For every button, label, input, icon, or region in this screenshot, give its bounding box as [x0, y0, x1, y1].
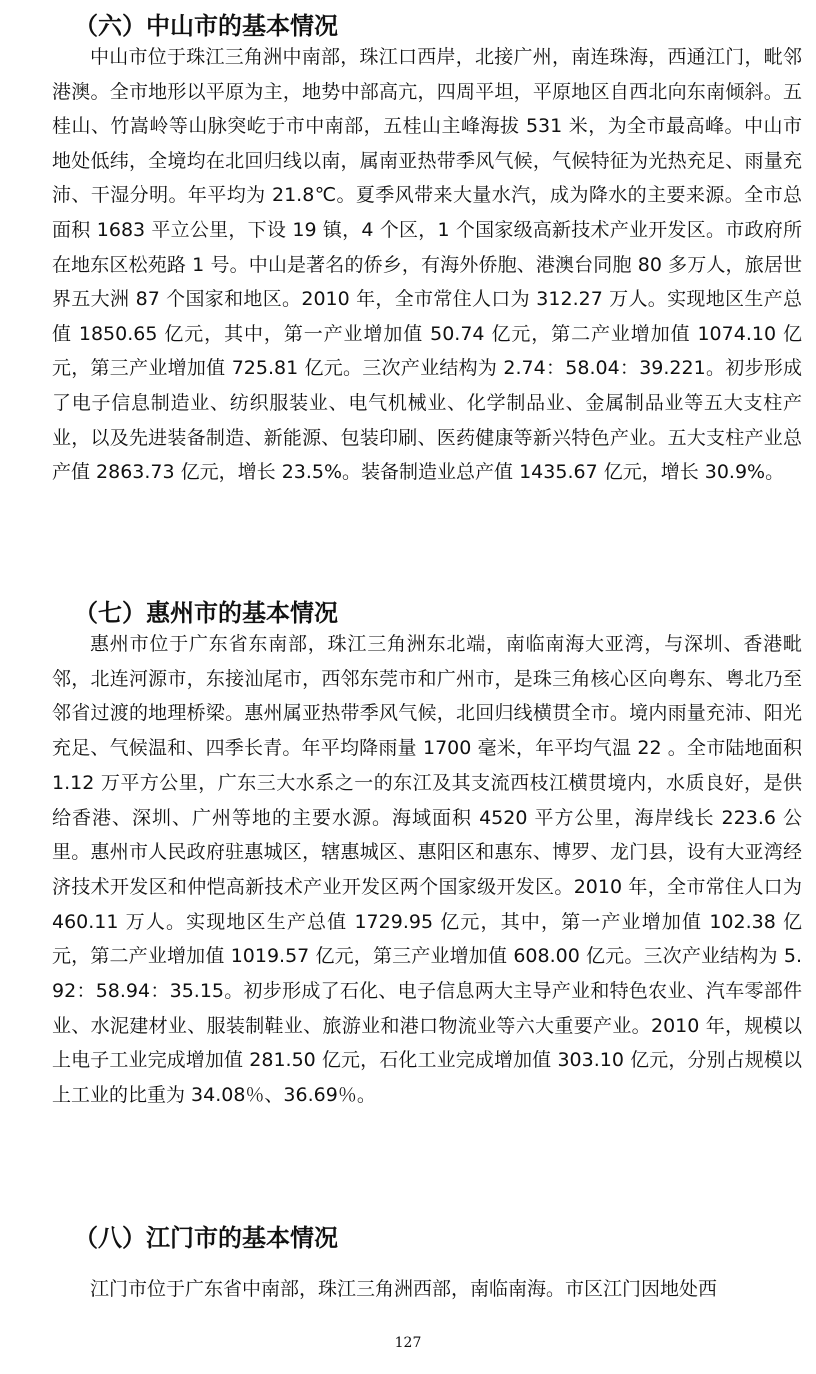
section-paragraph-jiangmen: 江门市位于广东省中南部，珠江三角洲西部，南临南海。市区江门因地处西 [90, 1278, 718, 1300]
section-paragraph-huizhou: 惠州市位于广东省东南部，珠江三角洲东北端，南临南海大亚湾，与深圳、香港毗邻，北连河源市，东接汕尾市，西邻东莞市和广州市，是珠三角核心区向粤东、粤北乃至邻省过渡的地理桥梁。惠州属亚热带季风气候，北回归线横贯全市。境内雨量充沛、阳光充足、气候温和、四季长青。年平均降雨量 1700 毫米，年平均气温 22 。全市陆地面积 1.12 万平方公里，广东三大水系之一的东江及其支流西枝江横贯境内，水质良好，是供给香港、深圳、广州等地的主要水源。海域面积 4520 平方公里，海岸线长 223.6 公里。惠州市人民政府驻惠城区，辖惠城区、惠阳区和惠东、博罗、龙门县，设有大亚湾经济技术开发区和仲恺高新技术产业开发区两个国家级开发区。2010 年，全市常住人口为 460.11 万人。实现地区生产总值 1729.95 亿元，其中，第一产业增加值 102.38 亿元，第二产业增加值 1019.57 亿元，第三产业增加值 608.00 亿元。三次产业结构为 5.92：58.94：35.15。初步形成了石化、电子信息两大主导产业和特色农业、汽车零部件业、水泥建材业、服装制鞋业、旅游业和港口物流业等六大重要产业。2010 年，规模以上电子工业完成增加值 281.50 亿元，石化工业完成增加值 303.10 亿元，分别占规模以上工业的比重为 34.08％、36.69％。 [52, 633, 802, 1107]
section-heading-huizhou: （七）惠州市的基本情况 [74, 599, 338, 627]
section-heading-jiangmen: （八）江门市的基本情况 [74, 1224, 338, 1252]
section-heading-zhongshan: （六）中山市的基本情况 [74, 12, 338, 40]
page-number: 127 [394, 1335, 422, 1351]
section-paragraph-zhongshan: 中山市位于珠江三角洲中南部，珠江口西岸，北接广州，南连珠海，西通江门，毗邻港澳。全市地形以平原为主，地势中部高亢，四周平坦，平原地区自西北向东南倾斜。五桂山、竹嵩岭等山脉突屹于市中南部，五桂山主峰海拔 531 米，为全市最高峰。中山市地处低纬，全境均在北回归线以南，属南亚热带季风气候，气候特征为光热充足、雨量充沛、干湿分明。年平均为 21.8℃。夏季风带来大量水汽，成为降水的主要来源。全市总面积 1683 平立公里，下设 19 镇，4 个区，1 个国家级高新技术产业开发区。市政府所在地东区松苑路 1 号。中山是著名的侨乡，有海外侨胞、港澳台同胞 80 多万人，旅居世界五大洲 87 个国家和地区。2010 年，全市常住人口为 312.27 万人。实现地区生产总值 1850.65 亿元，其中，第一产业增加值 50.74 亿元，第二产业增加值 1074.10 亿元，第三产业增加值 725.81 亿元。三次产业结构为 2.74：58.04：39.221。初步形成了电子信息制造业、纺织服装业、电气机械业、化学制品业、金属制品业等五大支柱产业，以及先进装备制造、新能源、包装印刷、医药健康等新兴特色产业。五大支柱产业总产值 2863.73 亿元，增长 23.5%。装备制造业总产值 1435.67 亿元，增长 30.9%。 [52, 46, 802, 484]
